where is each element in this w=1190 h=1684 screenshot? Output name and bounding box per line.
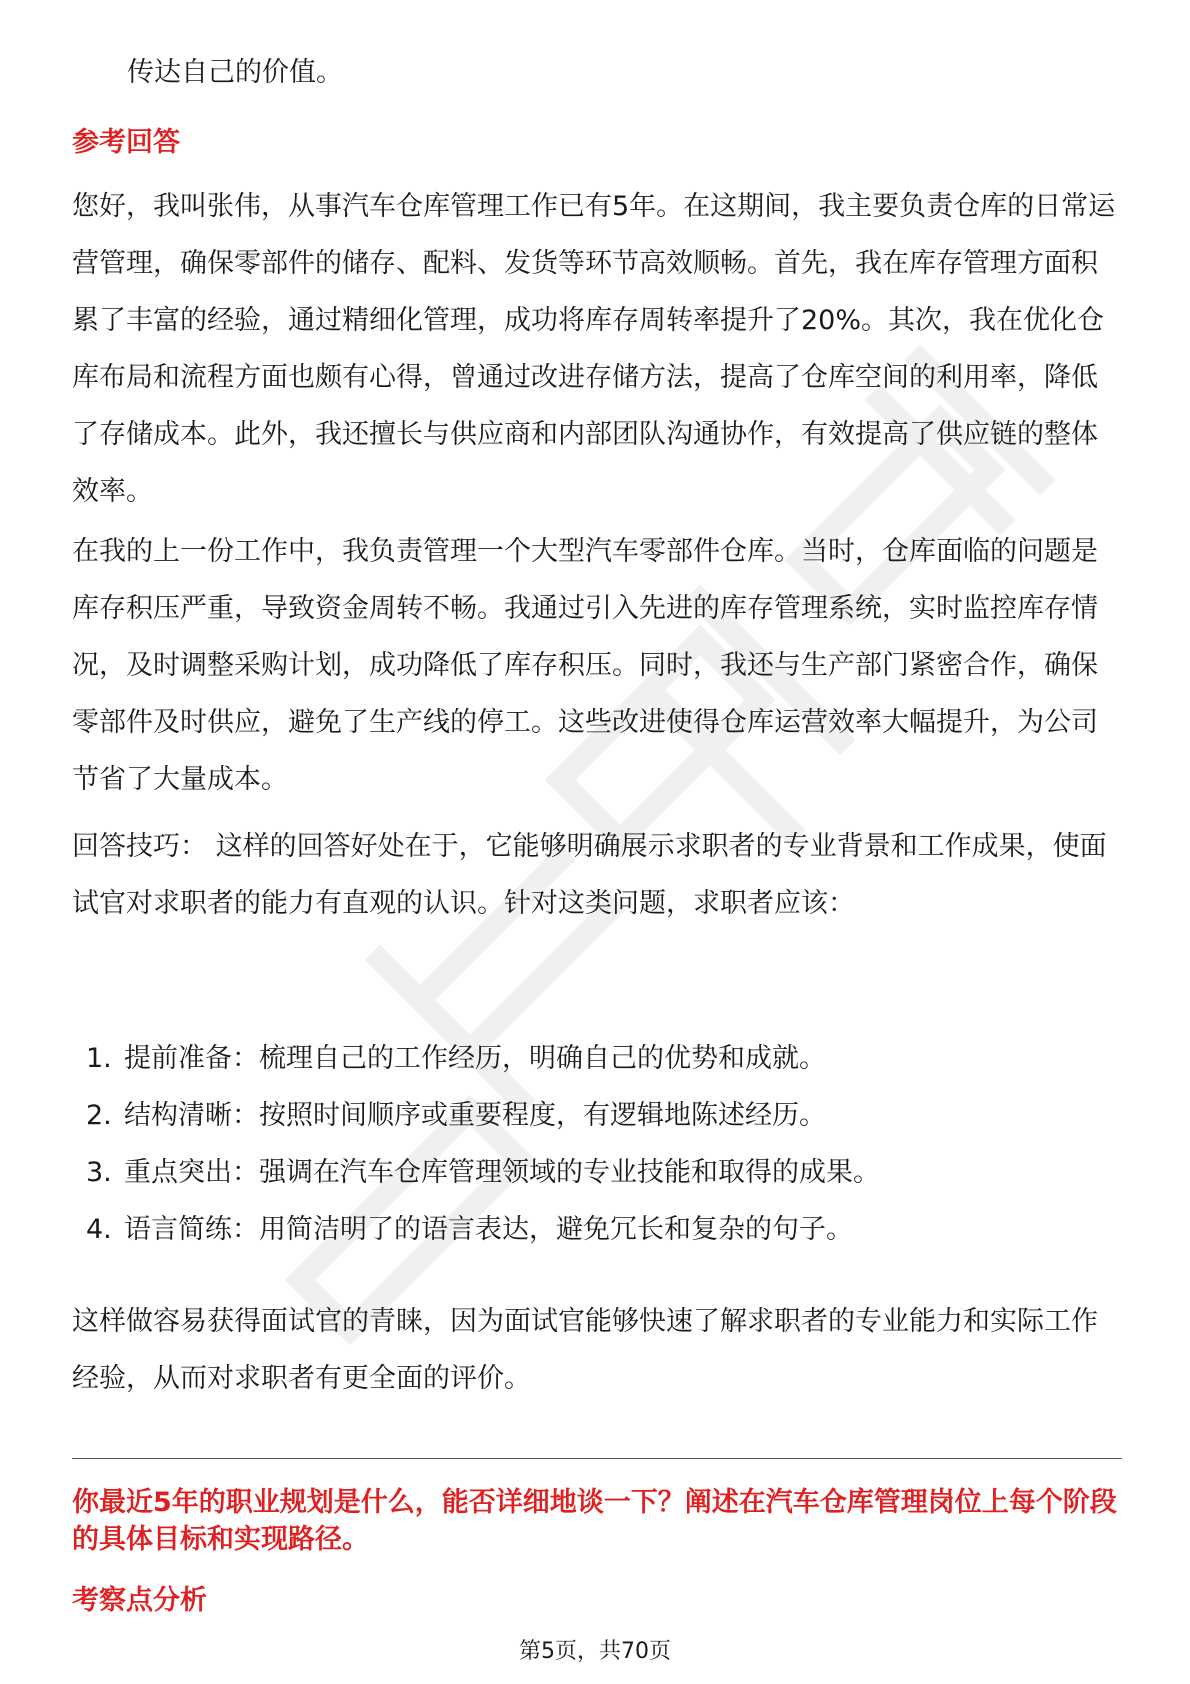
tips-list	[72, 1030, 1122, 1258]
intro-fragment: 传达自己的价值。	[127, 57, 343, 88]
list-number: 2.	[86, 1100, 112, 1131]
list-number: 3.	[86, 1157, 112, 1188]
analysis-heading: 考察点分析	[72, 1585, 207, 1616]
tips-conclusion: 这样做容易获得面试官的青睐，因为面试官能够快速了解求职者的专业能力和实际工作经验，从而对求职者有更全面的评价。	[72, 1306, 1098, 1394]
answer-paragraph-1: 您好，我叫张伟，从事汽车仓库管理工作已有5年。在这期间，我主要负责仓库的日常运营管理，确保零部件的储存、配料、发货等环节高效顺畅。首先，我在库存管理方面积累了丰富的经验，通过精细化管理，成功将库存周转率提升了20%。其次，我在优化仓库布局和流程方面也颇有心得，曾通过改进存储方法，提高了仓库空间的利用率，降低了存储成本。此外，我还擅长与供应商和内部团队沟通协作，有效提高了供应链的整体效率。	[72, 191, 1116, 507]
section-divider	[72, 1458, 1122, 1459]
list-text: 提前准备：梳理自己的工作经历，明确自己的优势和成就。	[124, 1043, 826, 1074]
list-item	[72, 1201, 1122, 1258]
next-question: 你最近5年的职业规划是什么，能否详细地谈一下？阐述在汽车仓库管理岗位上每个阶段的具体目标和实现路径。	[72, 1487, 1117, 1555]
list-text: 语言简练：用简洁明了的语言表达，避免冗长和复杂的句子。	[124, 1214, 853, 1245]
list-text: 结构清晰：按照时间顺序或重要程度，有逻辑地陈述经历。	[124, 1100, 826, 1131]
list-item	[72, 1087, 1122, 1144]
list-text: 重点突出：强调在汽车仓库管理领域的专业技能和取得的成果。	[124, 1157, 880, 1188]
tips-intro: 回答技巧： 这样的回答好处在于，它能够明确展示求职者的专业背景和工作成果，使面试官对求职者的能力有直观的认识。针对这类问题，求职者应该：	[72, 831, 1107, 919]
list-number: 1.	[86, 1043, 112, 1074]
reference-answer-heading: 参考回答	[72, 127, 180, 158]
answer-paragraph-2: 在我的上一份工作中，我负责管理一个大型汽车零部件仓库。当时，仓库面临的问题是库存积压严重，导致资金周转不畅。我通过引入先进的库存管理系统，实时监控库存情况，及时调整采购计划，成功降低了库存积压。同时，我还与生产部门紧密合作，确保零部件及时供应，避免了生产线的停工。这些改进使得仓库运营效率大幅提升，为公司节省了大量成本。	[72, 536, 1098, 795]
list-item	[72, 1030, 1122, 1087]
list-item	[72, 1144, 1122, 1201]
list-number: 4.	[86, 1214, 112, 1245]
page-indicator: 第5页，共70页	[519, 1639, 671, 1664]
